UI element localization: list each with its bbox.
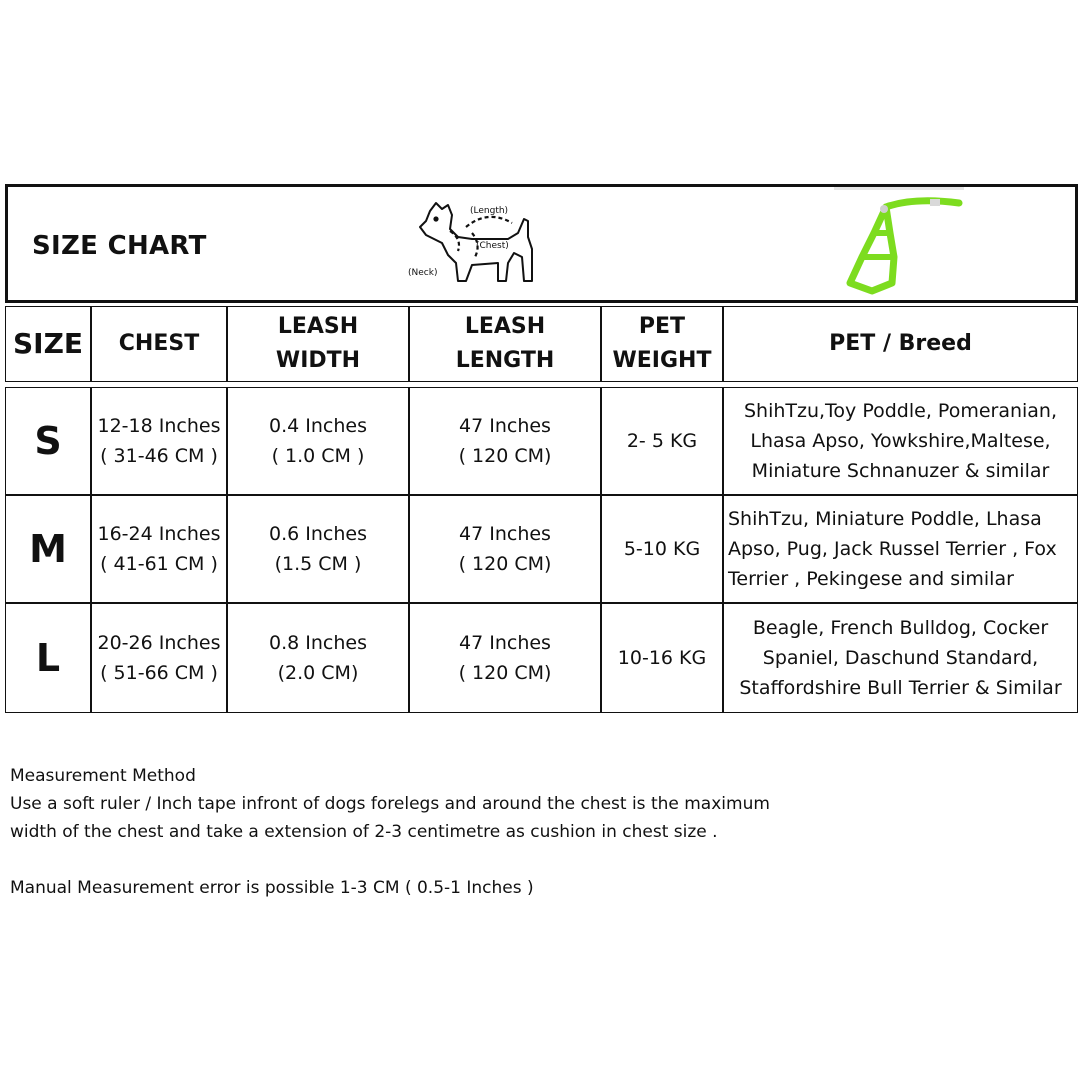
chest-cm: ( 41-61 CM ) — [100, 553, 218, 575]
length-cell — [409, 387, 601, 495]
dog-measurement-icon — [408, 193, 548, 293]
size-chart-header — [5, 184, 1078, 303]
breed-line: Terrier , Pekingese and similar — [728, 568, 1014, 590]
breed-cell — [723, 495, 1078, 603]
header-pet-weight-line2: WEIGHT — [612, 348, 712, 373]
header-chest: CHEST — [91, 306, 227, 382]
length-label: (Length) — [470, 206, 509, 216]
header-pet-weight-line1: PET — [638, 314, 686, 339]
notes-line: Use a soft ruler / Inch tape infront of dogs forelegs and around the chest is the maximum — [10, 794, 770, 814]
weight-cell: 5-10 KG — [601, 495, 723, 603]
width-cm: ( 1.0 CM ) — [271, 445, 365, 467]
measurement-notes — [10, 762, 810, 902]
breed-line: Beagle, French Bulldog, Cocker — [752, 617, 1049, 639]
table-header-row — [5, 306, 1078, 382]
length-cm: ( 120 CM) — [458, 662, 552, 684]
breed-line: Staffordshire Bull Terrier & Similar — [739, 677, 1062, 699]
header-pet-weight — [601, 306, 723, 382]
breed-line: ShihTzu,Toy Poddle, Pomeranian, — [743, 400, 1058, 422]
header-leash-width: LEASH WIDTH — [227, 306, 409, 382]
width-cell — [227, 495, 409, 603]
chart-title: SIZE CHART — [32, 231, 207, 261]
weight-cell: 10-16 KG — [601, 603, 723, 713]
chest-inches: 12-18 Inches — [97, 415, 221, 437]
chest-cm: ( 51-66 CM ) — [100, 662, 218, 684]
breed-line: Apso, Pug, Jack Russel Terrier , Fox — [728, 538, 1057, 560]
width-cm: (1.5 CM ) — [274, 553, 362, 575]
width-cell — [227, 603, 409, 713]
width-inches: 0.8 Inches — [269, 632, 367, 654]
chest-inches: 16-24 Inches — [97, 523, 221, 545]
chest-cm: ( 31-46 CM ) — [100, 445, 218, 467]
size-table — [5, 306, 1078, 713]
breed-line: Lhasa Apso, Yowkshire,Maltese, — [750, 430, 1051, 452]
chest-cell — [91, 603, 227, 713]
chest-cell — [91, 387, 227, 495]
breed-line: ShihTzu, Miniature Poddle, Lhasa — [728, 508, 1042, 530]
weight-cell: 2- 5 KG — [601, 387, 723, 495]
neck-label: (Neck) — [408, 268, 438, 278]
length-cell — [409, 495, 601, 603]
length-inches: 47 Inches — [459, 415, 551, 437]
length-cm: ( 120 CM) — [458, 445, 552, 467]
length-inches: 47 Inches — [459, 632, 551, 654]
breed-cell — [723, 603, 1078, 713]
width-cm: (2.0 CM) — [277, 662, 359, 684]
chest-label: (Chest) — [476, 241, 509, 251]
header-pet-breed: PET / Breed — [723, 306, 1078, 382]
length-cm: ( 120 CM) — [458, 553, 552, 575]
table-row — [5, 603, 1078, 713]
breed-cell — [723, 387, 1078, 495]
notes-heading: Measurement Method — [10, 766, 196, 786]
breed-line: Spaniel, Daschund Standard, — [762, 647, 1039, 669]
size-cell: S — [5, 387, 91, 495]
length-inches: 47 Inches — [459, 523, 551, 545]
header-leash-length: LEASH LENGTH — [409, 306, 601, 382]
width-cell — [227, 387, 409, 495]
notes-line: width of the chest and take a extension of 2-3 centimetre as cushion in chest size . — [10, 822, 718, 842]
size-cell: M — [5, 495, 91, 603]
header-size: SIZE — [5, 306, 91, 382]
table-row — [5, 387, 1078, 495]
notes-error: Manual Measurement error is possible 1-3 CM ( 0.5-1 Inches ) — [10, 878, 534, 898]
table-row — [5, 495, 1078, 603]
length-cell — [409, 603, 601, 713]
size-cell: L — [5, 603, 91, 713]
width-inches: 0.4 Inches — [269, 415, 367, 437]
chest-cell — [91, 495, 227, 603]
breed-line: Miniature Schnanuzer & similar — [751, 460, 1050, 482]
width-inches: 0.6 Inches — [269, 523, 367, 545]
chest-inches: 20-26 Inches — [97, 632, 221, 654]
harness-leash-image — [834, 187, 964, 299]
